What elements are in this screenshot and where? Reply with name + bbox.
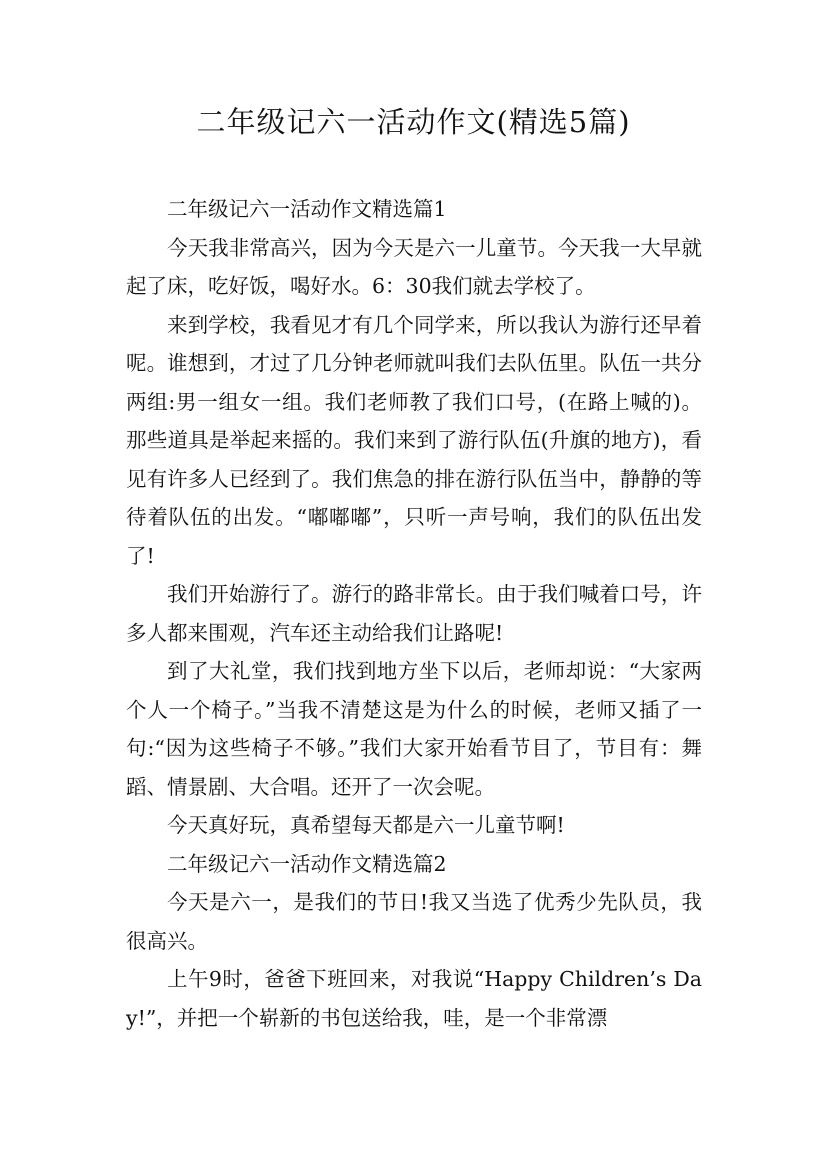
- section-heading-1: 二年级记六一活动作文精选篇1: [167, 197, 447, 221]
- document-title: 二年级记六一活动作文(精选5篇): [196, 105, 631, 139]
- paragraph: 上午9时，爸爸下班回来，对我说“Happy Children’s Day!”，并把一个崭新的书包送给我，哇，是一个非常漂: [126, 967, 702, 1030]
- paragraph: 来到学校，我看见才有几个同学来，所以我认为游行还早着呢。谁想到，才过了几分钟老师就叫我们去队伍里。队伍一共分两组:男一组女一组。我们老师教了我们口号，(在路上喊的)。那些道具是举起来摇的。我们来到了游行队伍(升旗的地方)，看见有许多人已经到了。我们焦急的排在游行队伍当中，静静的等待着队伍的出发。“嘟嘟嘟”，只听一声号响，我们的队伍出发了!: [126, 312, 702, 568]
- paragraph: 我们开始游行了。游行的路非常长。由于我们喊着口号，许多人都来围观，汽车还主动给我们让路呢!: [126, 582, 702, 645]
- paragraph: 到了大礼堂，我们找到地方坐下以后，老师却说：“大家两个人一个椅子。”当我不清楚这是为什么的时候，老师又插了一句:“因为这些椅子不够。”我们大家开始看节目了，节目有：舞蹈、情景剧、大合唱。还开了一次会呢。: [126, 659, 702, 799]
- section-heading-2: 二年级记六一活动作文精选篇2: [167, 851, 447, 876]
- paragraph: 今天是六一，是我们的节日!我又当选了优秀少先队员，我很高兴。: [126, 890, 702, 953]
- paragraph: 今天我非常高兴，因为今天是六一儿童节。今天我一大早就起了床，吃好饭，喝好水。6：30我们就去学校了。: [126, 235, 702, 298]
- paragraph: 今天真好玩，真希望每天都是六一儿童节啊!: [167, 813, 565, 837]
- document-body: [126, 190, 702, 1037]
